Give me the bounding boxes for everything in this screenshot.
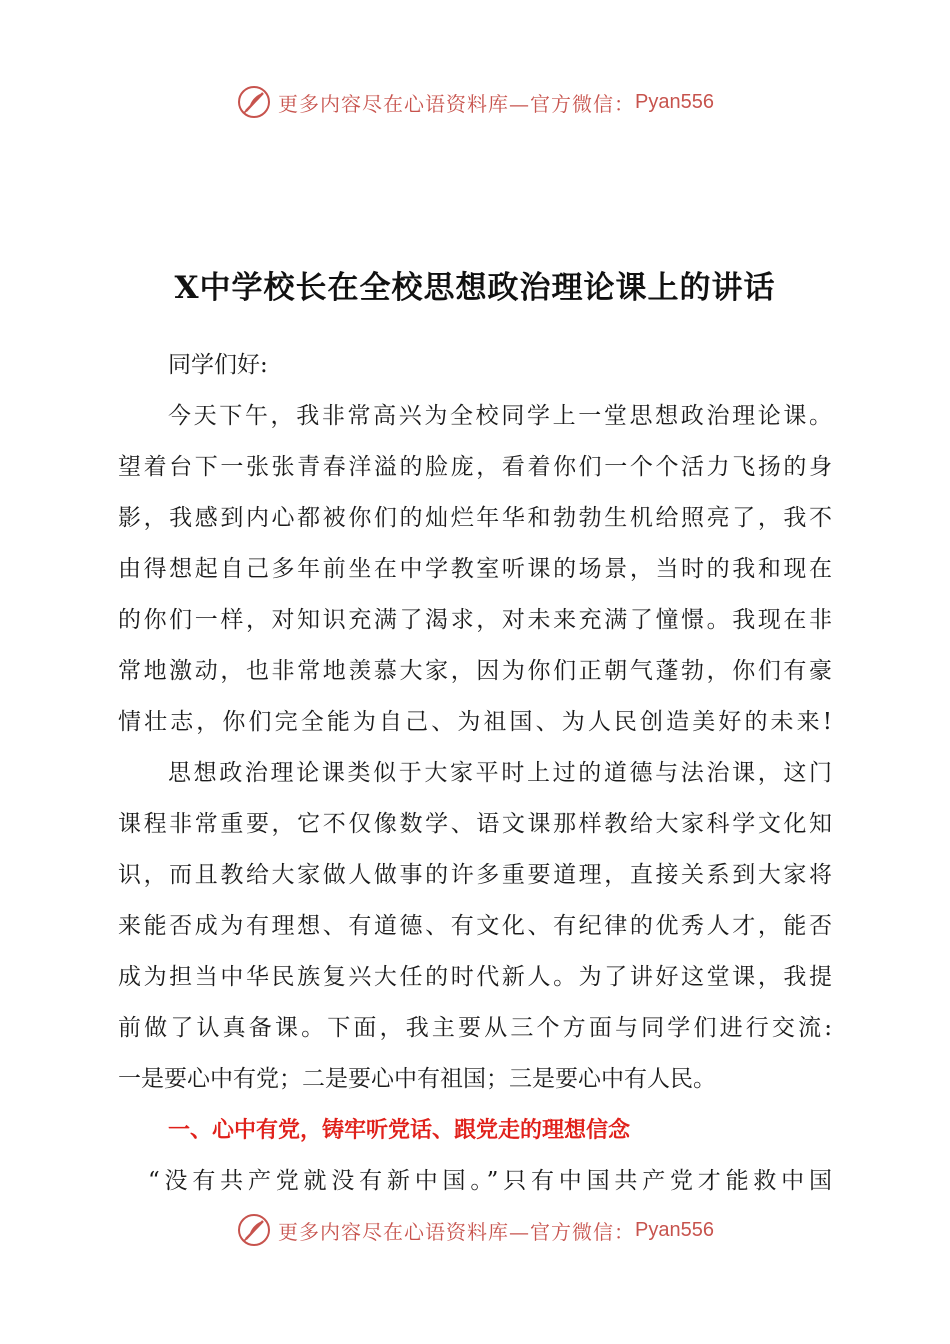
paragraph-2-line: 成为担当中华民族复兴大任的时代新人。为了讲好这堂课，我提 — [118, 964, 832, 990]
watermark-text: 更多内容尽在心语资料库—官方微信： — [278, 1219, 636, 1244]
section-1-heading: 一、心中有党，铸牢听党话、跟党走的理想信念 — [168, 1118, 631, 1143]
watermark-text: 更多内容尽在心语资料库—官方微信： — [278, 91, 636, 116]
paragraph-1-line: 常地激动，也非常地羡慕大家，因为你们正朝气蓬勃，你们有豪 — [118, 658, 832, 684]
paragraph-2-line: 前做了认真备课。下面，我主要从三个方面与同学们进行交流: — [118, 1015, 832, 1041]
paragraph-1-line: 望着台下一张张青春洋溢的脸庞，看着你们一个个活力飞扬的身 — [118, 454, 832, 480]
quill-logo-icon — [236, 84, 272, 120]
paragraph-2-line: 一是要心中有党；二是要心中有祖国；三是要心中有人民。 — [118, 1066, 716, 1092]
paragraph-2-line: 来能否成为有理想、有道德、有文化、有纪律的优秀人才，能否 — [118, 913, 832, 939]
watermark-banner-top — [0, 82, 950, 122]
document-body — [118, 340, 832, 1207]
paragraph-1-line: 情壮志，你们完全能为自己、为祖国、为人民创造美好的未来! — [118, 709, 832, 735]
watermark-wechat-id: Pyan556 — [635, 90, 714, 113]
watermark-wechat-id: Pyan556 — [635, 1218, 714, 1241]
paragraph-1-line: 的你们一样，对知识充满了渴求，对未来充满了憧憬。我现在非 — [118, 607, 832, 633]
document-title: X中学校长在全校思想政治理论课上的讲话 — [174, 270, 776, 306]
paragraph-1-line: 今天下午，我非常高兴为全校同学上一堂思想政治理论课。 — [168, 403, 832, 429]
paragraph-2-line: 识，而且教给大家做人做事的许多重要道理，直接关系到大家将 — [118, 862, 832, 888]
paragraph-3-line: “没有共产党就没有新中国。”只有中国共产党才能救中国 — [148, 1168, 832, 1194]
paragraph-2-line: 思想政治理论课类似于大家平时上过的道德与法治课，这门 — [168, 760, 832, 786]
quill-logo-icon — [236, 1212, 272, 1248]
greeting: 同学们好: — [168, 352, 268, 378]
paragraph-2-line: 课程非常重要，它不仅像数学、语文课那样教给大家科学文化知 — [118, 811, 832, 837]
paragraph-1-line: 由得想起自己多年前坐在中学教室听课的场景，当时的我和现在 — [118, 556, 832, 582]
paragraph-1-line: 影，我感到内心都被你们的灿烂年华和勃勃生机给照亮了，我不 — [118, 505, 832, 531]
watermark-banner-bottom — [0, 1210, 950, 1250]
